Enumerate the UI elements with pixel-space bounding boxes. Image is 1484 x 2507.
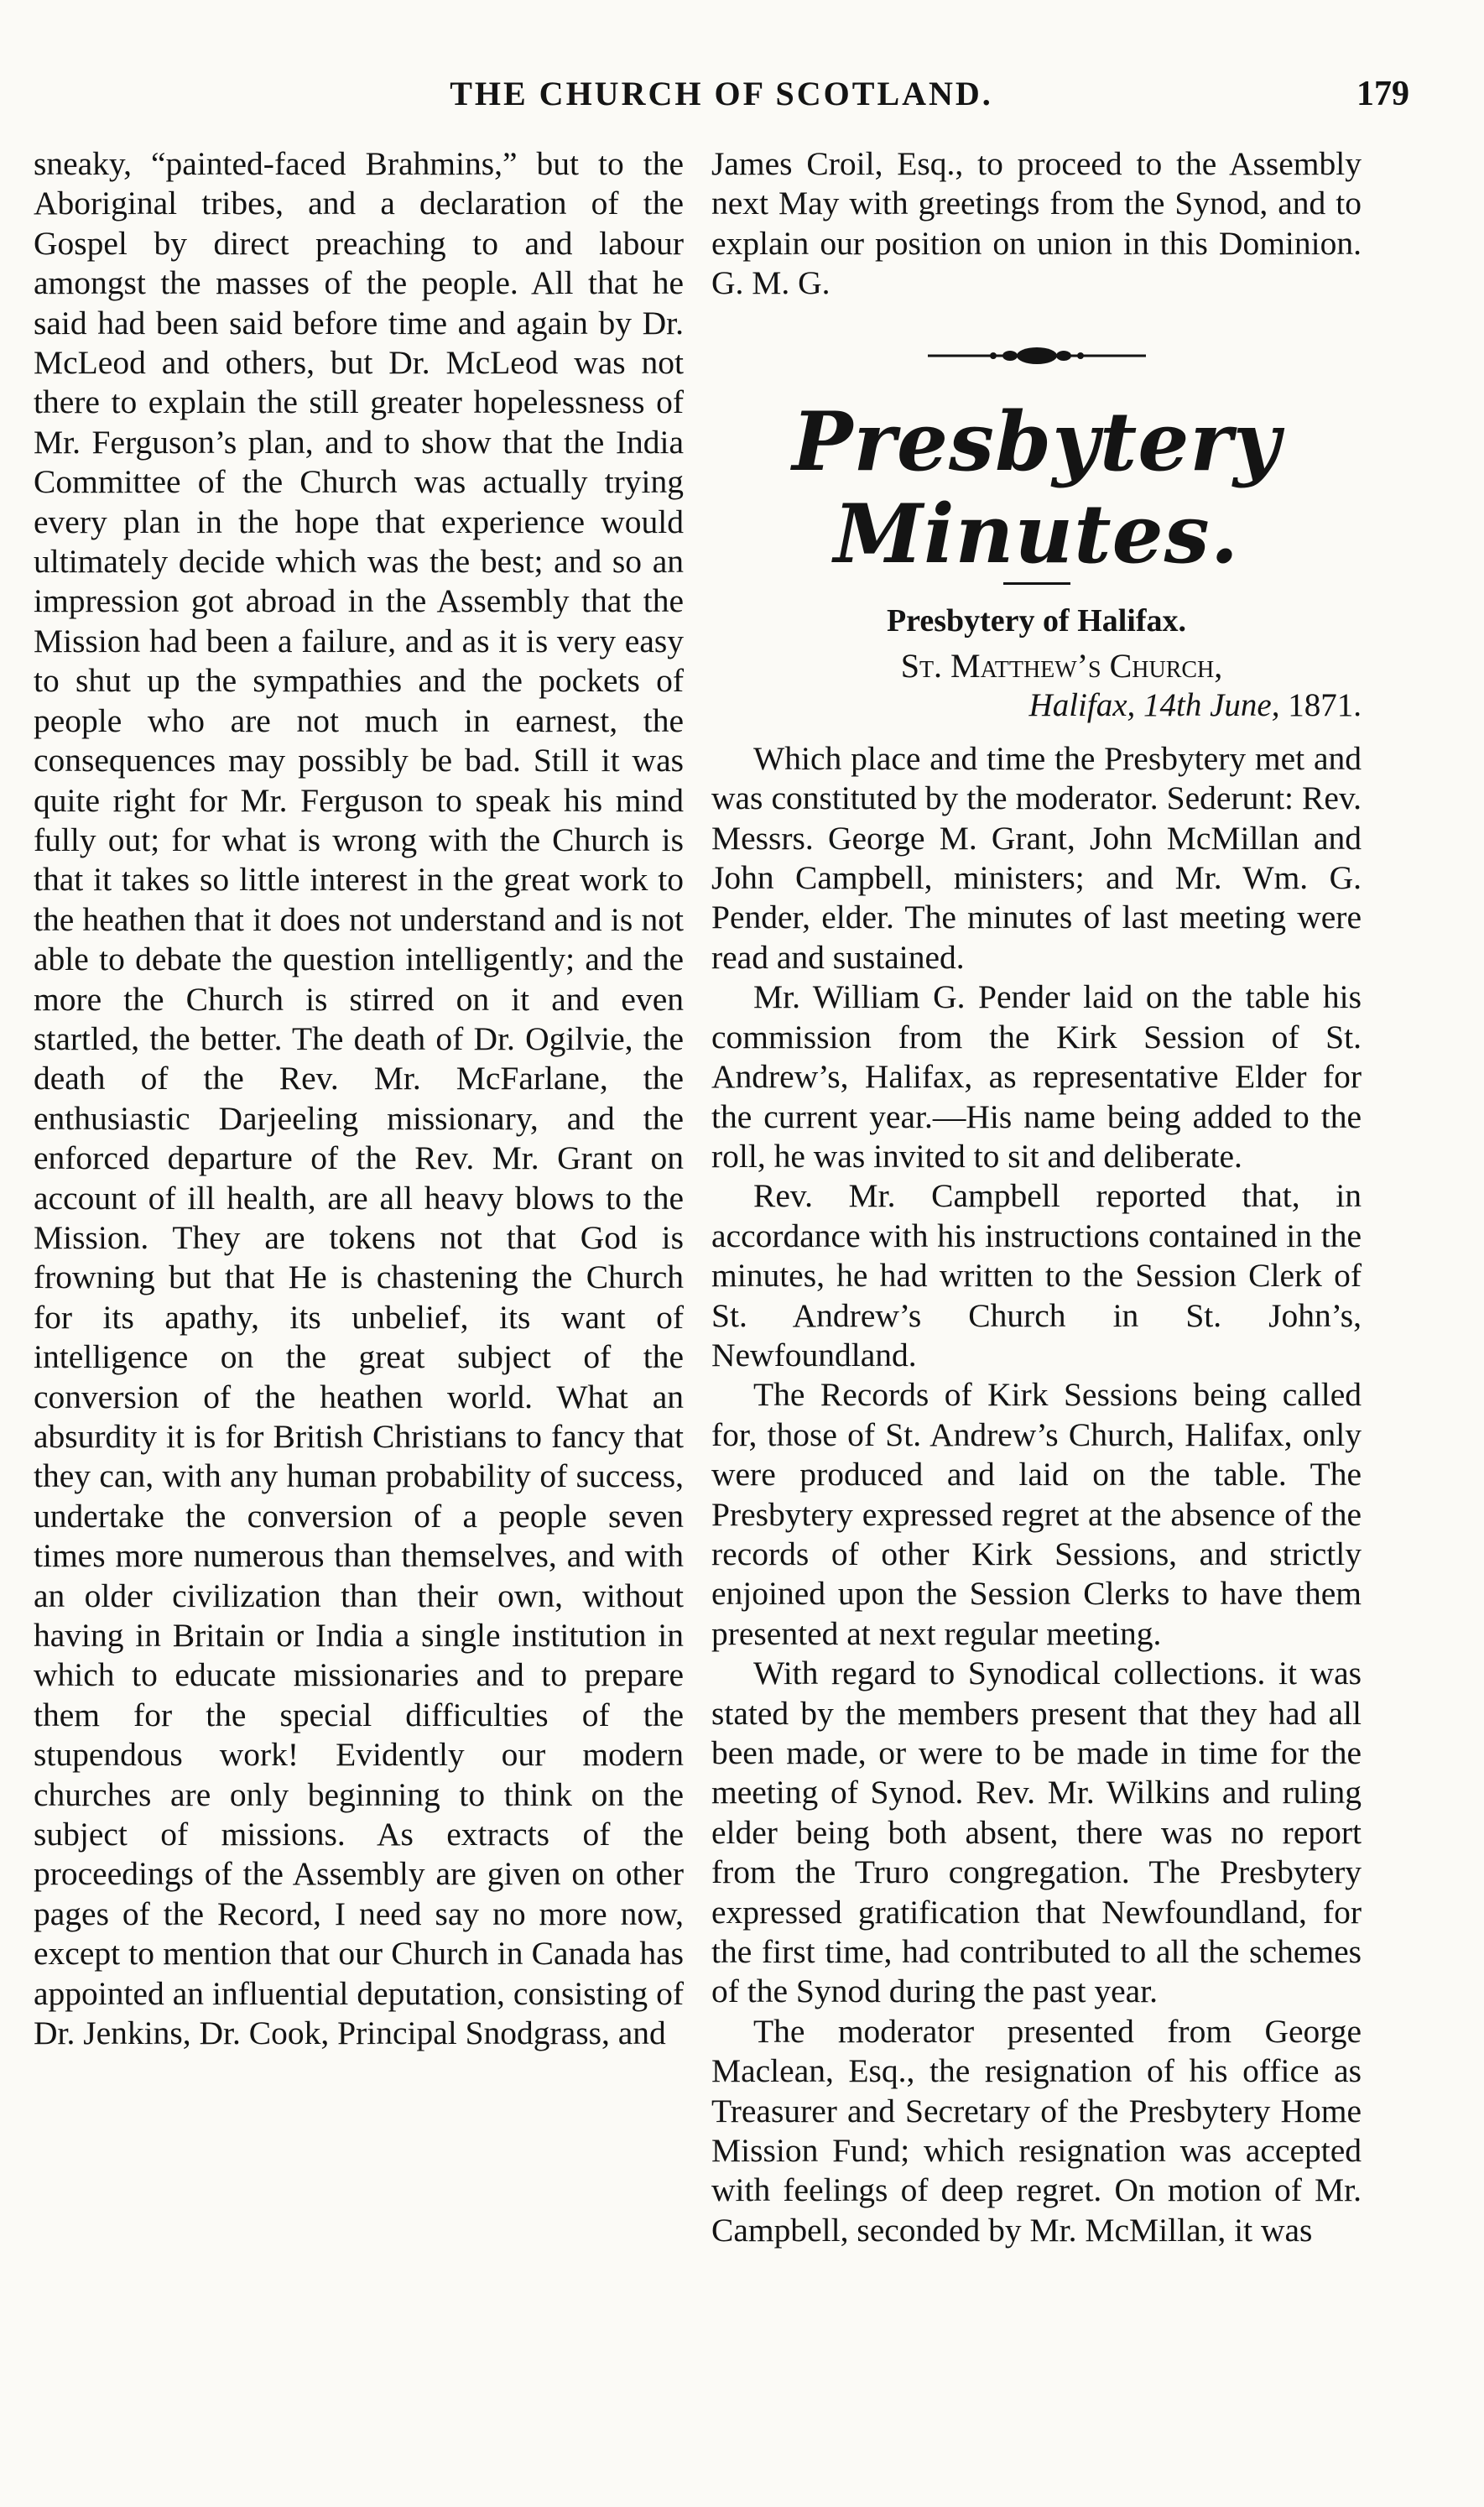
left-column (34, 144, 684, 2054)
minutes-paragraph: Mr. William G. Pender laid on the table his commission from the Kirk Session of St. Andrew’s, Halifax, as representative Elder for the current year.—His name being added to the roll, he was invited to sit and deliberate. (711, 978, 1362, 1175)
date-day: 14th June, (1143, 687, 1280, 724)
section-title: Presbytery Minutes. (792, 394, 1281, 581)
meeting-date (711, 685, 1362, 725)
decorative-rule (711, 331, 1362, 381)
minutes-paragraph: The Records of Kirk Sessions being called for, those of St. Andrew’s Church, Halifax, only were produced and laid on the table. The Presbytery expressed regret at the absence of the records of other Kirk Sessions, and strictly enjoined upon the Session Clerks to have them presented at next regular meeting. (711, 1376, 1362, 1652)
minutes-paragraph: Rev. Mr. Campbell reported that, in accordance with his instructions contained in the minutes, he had written to the Session Clerk of St. Andrew’s Church in St. John’s, Newfoundland. (711, 1177, 1362, 1373)
ornament-icon (928, 343, 1146, 368)
meeting-place: St. Matthew’s Church, (900, 647, 1223, 685)
title-underline (1003, 582, 1070, 585)
left-column-text: sneaky, “painted-faced Brahmins,” but to the Aboriginal tribes, and a declaration of the Gospel by direct preaching to and labour amongst the masses of the people. All that he said had been said before time and again by Dr. McLeod and others, but Dr. McLeod was not there to explain the still greater hopelessness of Mr. Ferguson’s plan, and to show that the India Committee of the Church was actually trying every plan in the hope that experience would ultimately decide which was the best; and so an impression got abroad in the Assembly that the Mission had been a failure, and as it is very easy to shut up the sympathies and the pockets of people who are not much in earnest, the consequences may possibly be bad. Still it was quite right for Mr. Ferguson to speak his mind fully out; for what is wrong with the Church is that it takes so little interest in the great work to the heathen that it does not understand and is not able to debate the question intelligently; and the more the Church is stirred on it and even startled, the better. The death of Dr. Ogilvie, the death of the Rev. Mr. McFarlane, the enthusiastic Darjeeling missionary, and the enforced departure of the Rev. Mr. Grant on account of ill health, are all heavy blows to the Mission. They are tokens not that God is frowning but that He is chastening the Church for its apathy, its unbelief, its want of intelligence on the great subject of the conversion of the heathen world. What an absurdity it is for British Christians to fancy that they can, with any human probability of success, undertake the conversion of a people seven times more numerous than themselves, and with an older civilization than their own, without having in Britain or India a single institution in which to educate missionaries and to prepare them for the special difficulties of the stupendous work! Evidently our modern churches are only beginning to think on the subject of missions. As extracts of the proceedings of the Assembly are given on other pages of the Record, I need say no more now, except to mention that our Church in Canada has appointed an influential deputation, consisting of Dr. Jenkins, Dr. Cook, Principal Snodgrass, and (34, 145, 684, 2052)
running-title: THE CHURCH OF SCOTLAND. (450, 75, 993, 112)
date-year: 1871. (1288, 687, 1362, 724)
subsection-title: Presbytery of Halifax. (886, 602, 1187, 638)
right-column (711, 144, 1362, 2250)
running-head (34, 74, 1409, 133)
date-place: Halifax, (1028, 687, 1136, 724)
continuation-paragraph: James Croil, Esq., to proceed to the Assembly next May with greetings from the Synod, and to explain our position on union in this Dominion. G. M. G. (711, 145, 1362, 302)
minutes-paragraph: Which place and time the Presbytery met and was constituted by the moderator. Sederunt: Rev. Messrs. George M. Grant, John McMillan and John Campbell, ministers; and Mr. Wm. G. Pender, elder. The minutes of last meeting were read and sustained. (711, 739, 1362, 976)
page-number: 179 (1356, 75, 1409, 113)
minutes-paragraph: With regard to Synodical collections. it was stated by the members present that they had all been made, or were to be made in time for the meeting of Synod. Rev. Mr. Wilkins and ruling elder being both absent, there was no report from the Truro congregation. The Presbytery expressed gratification that Newfoundland, for the first time, had contributed to all the schemes of the Synod during the past year. (711, 1655, 1362, 2010)
minutes-paragraph: The moderator presented from George Maclean, Esq., the resignation of his office as Treasurer and Secretary of the Presbytery Home Mission Fund; which resignation was accepted with feelings of deep regret. On motion of Mr. Campbell, seconded by Mr. McMillan, it was (711, 2012, 1362, 2249)
